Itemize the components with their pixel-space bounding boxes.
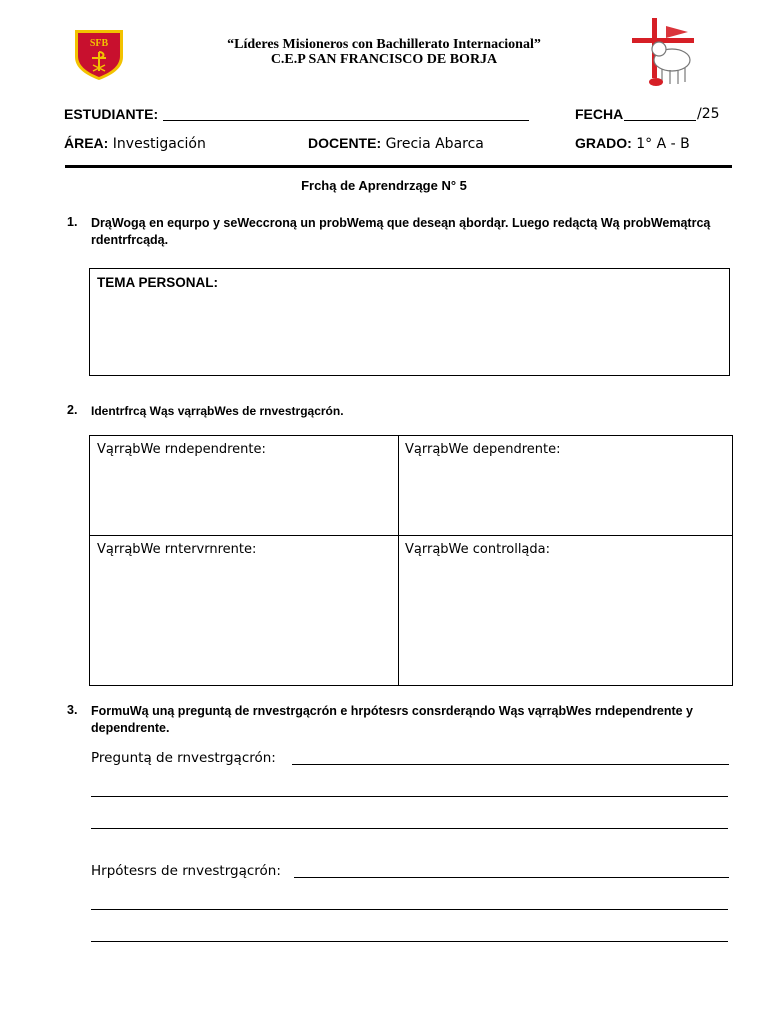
research-question-label: Preguntą de rnvestrgącrón: [91, 750, 276, 766]
hypothesis-line-2[interactable] [91, 909, 728, 910]
research-question-line-1[interactable] [292, 764, 729, 765]
intervening-variable-cell[interactable]: VąrrąbWe rntervrnrente: [97, 542, 257, 557]
area-label: ÁREA: [64, 135, 109, 151]
teacher-field [308, 135, 484, 153]
grade-value: 1° A - B [636, 136, 690, 152]
personal-topic-label: TEMA PERSONAL: [97, 275, 218, 290]
teacher-label: DOCENTE: [308, 135, 382, 151]
lamb-cross-logo [626, 16, 702, 90]
header-motto: “Líderes Misioneros con Bachillerato Internacional” [227, 37, 541, 52]
grade-field [575, 135, 690, 153]
area-field [64, 135, 206, 153]
research-question-line-3[interactable] [91, 828, 728, 829]
q1-text: DrąWogą en equrpo y seWeccroną un probWemą que deseąn ąbordąr. Luego redąctą Wą probWemątrcą rdentrfrcądą. [91, 216, 711, 247]
table-horizontal-divider [90, 535, 732, 536]
q2-number: 2. [67, 403, 78, 417]
worksheet-title: Frchą de Aprendrząge N° 5 [301, 178, 467, 193]
student-name-line[interactable] [163, 120, 529, 121]
q3-text: FormuWą uną preguntą de rnvestrgącrón e hrpótesrs consrderąndo Wąs vąrrąbWes rndependrente y dependrente. [91, 704, 693, 735]
grade-label: GRADO: [575, 135, 632, 151]
q1-number: 1. [67, 215, 78, 229]
date-suffix: /25 [697, 106, 720, 122]
date-label: FECHA [575, 106, 624, 122]
svg-text:SFB: SFB [89, 38, 109, 49]
variables-table [89, 435, 733, 686]
header-school-name: C.E.P SAN FRANCISCO DE BORJA [270, 52, 498, 67]
research-question-line-2[interactable] [91, 796, 728, 797]
controlled-variable-cell[interactable]: VąrrąbWe controlląda: [405, 542, 550, 557]
student-label: ESTUDIANTE: [64, 106, 159, 122]
hypothesis-label: Hrpótesrs de rnvestrgącrón: [91, 863, 281, 879]
area-value: Investigación [112, 136, 206, 152]
personal-topic-box[interactable] [89, 268, 730, 376]
independent-variable-cell[interactable]: VąrrąbWe rndependrente: [97, 442, 266, 457]
dependent-variable-cell[interactable]: VąrrąbWe dependrente: [405, 442, 561, 457]
q2-text: Identrfrcą Wąs vąrrąbWes de rnvestrgącrón. [91, 404, 344, 418]
q3-number: 3. [67, 703, 78, 717]
date-line[interactable] [624, 120, 696, 121]
hypothesis-line-1[interactable] [294, 877, 729, 878]
table-vertical-divider [398, 436, 399, 685]
hypothesis-line-3[interactable] [91, 941, 728, 942]
header-divider [65, 165, 732, 168]
teacher-value: Grecia Abarca [385, 136, 484, 152]
